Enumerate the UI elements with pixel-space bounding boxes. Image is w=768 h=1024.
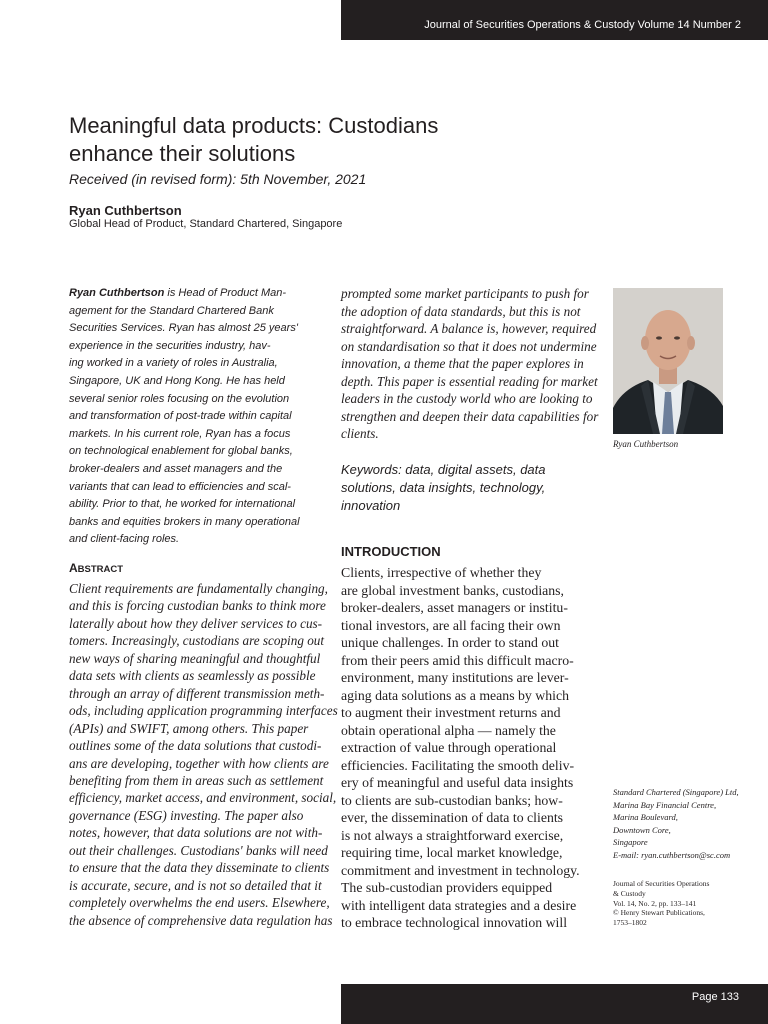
introduction-heading: INTRODUCTION bbox=[341, 544, 441, 559]
abstract-line: clients. bbox=[341, 426, 379, 441]
author-photo bbox=[613, 288, 723, 434]
journal-info bbox=[613, 879, 763, 928]
abstract-line: (APIs) and SWIFT, among others. This paper bbox=[69, 720, 309, 736]
abstract-line: depth. This paper is essential reading for market bbox=[341, 373, 598, 389]
article-title bbox=[69, 112, 589, 168]
journal-info-line: © Henry Stewart Publications, bbox=[613, 908, 705, 918]
author-portrait-illustration bbox=[613, 288, 723, 434]
abstract-line: governance (ESG) investing. The paper also bbox=[69, 807, 304, 823]
author-address bbox=[613, 786, 763, 861]
abstract-line: leaders in the custody world who are looking to bbox=[341, 391, 593, 406]
address-line: Singapore bbox=[613, 837, 648, 847]
address-line: Standard Chartered (Singapore) Ltd, bbox=[613, 787, 739, 797]
address-line: Marina Boulevard, bbox=[613, 812, 678, 822]
abstract-line: and this is forcing custodian banks to think more bbox=[69, 598, 326, 614]
abstract-line: benefiting from them in areas such as settlement bbox=[69, 772, 324, 788]
abstract-line: out their challenges. Custodians' banks will need bbox=[69, 842, 328, 858]
abstract-line: the adoption of data standards, but this is not bbox=[341, 303, 581, 319]
intro-line: requiring time, local market knowledge, bbox=[341, 845, 563, 860]
intro-line: extraction of value through operational bbox=[341, 740, 557, 755]
intro-line: is not always a straightforward exercise, bbox=[341, 827, 564, 843]
abstract-continued bbox=[341, 285, 599, 443]
abstract-line: on standardisation so that it does not undermine bbox=[341, 338, 597, 354]
intro-line: ever, the dissemination of data to clients bbox=[341, 810, 564, 825]
intro-line: from their peers amid this difficult macro- bbox=[341, 652, 574, 668]
bio-line: broker-dealers and asset managers and the bbox=[69, 462, 283, 475]
intro-line: with intelligent data strategies and a desire bbox=[341, 897, 577, 913]
intro-line: to embrace technological innovation will bbox=[341, 915, 568, 930]
keywords-line: innovation bbox=[341, 498, 401, 513]
intro-line: ery of meaningful and useful data insights bbox=[341, 775, 574, 790]
bio-line-text: is Head of Product Man- bbox=[164, 287, 287, 299]
bio-line: agement for the Standard Chartered Bank bbox=[69, 304, 274, 317]
bio-line: Singapore, UK and Hong Kong. He has held bbox=[69, 374, 285, 387]
abstract-line: to ensure that the data they disseminate to clients bbox=[69, 860, 330, 876]
bio-line: and client-facing roles. bbox=[69, 533, 180, 546]
article-title-line: Meaningful data products: Custodians bbox=[69, 113, 439, 138]
abstract-line: straightforward. A balance is, however, required bbox=[341, 321, 597, 336]
bio-name: Ryan Cuthbertson bbox=[69, 287, 165, 299]
bio-line: several senior roles focusing on the evolution bbox=[69, 392, 290, 405]
page-footer-bar bbox=[341, 984, 768, 1024]
bio-line bbox=[69, 285, 319, 303]
intro-line: obtain operational alpha — namely the bbox=[341, 722, 556, 738]
journal-header-bar bbox=[341, 0, 768, 40]
intro-line: tional investors, are all facing their own bbox=[341, 617, 561, 633]
journal-header-text: Journal of Securities Operations & Custody Volume 14 Number 2 bbox=[424, 19, 741, 31]
bio-line: banks and equities brokers in many operational bbox=[69, 515, 300, 528]
abstract-line: outlines some of the data solutions that custodi- bbox=[69, 738, 322, 754]
intro-line: aging data solutions as a means by which bbox=[341, 687, 569, 703]
intro-line: to augment their investment returns and bbox=[341, 705, 561, 720]
intro-line: efficiencies. Facilitating the smooth deliv- bbox=[341, 757, 575, 773]
keywords bbox=[341, 461, 593, 515]
bio-line: ability. Prior to that, he worked for international bbox=[69, 498, 296, 511]
bio-line: on technological enablement for global banks, bbox=[69, 445, 293, 458]
abstract-line: prompted some market participants to push for bbox=[341, 286, 589, 301]
intro-line: broker-dealers, asset managers or institu- bbox=[341, 600, 568, 615]
abstract-line: efficiency, market access, and environment, social, bbox=[69, 790, 337, 806]
abstract-line: through an array of different transmission meth- bbox=[69, 685, 325, 701]
intro-line: to clients are sub-custodian banks; how- bbox=[341, 792, 563, 808]
bio-line: markets. In his current role, Ryan has a focus bbox=[69, 427, 291, 440]
abstract-line: ans are developing, together with how clients are bbox=[69, 755, 329, 771]
photo-caption: Ryan Cuthbertson bbox=[613, 439, 679, 449]
address-line: Marina Bay Financial Centre, bbox=[613, 799, 717, 810]
abstract-line: the absence of comprehensive data regulation has bbox=[69, 912, 333, 928]
intro-line: unique challenges. In order to stand out bbox=[341, 635, 560, 650]
abstract-heading-rest: BSTRACT bbox=[77, 564, 124, 575]
abstract-line: laterally about how they deliver services to cus- bbox=[69, 615, 323, 631]
journal-info-line: Journal of Securities Operations bbox=[613, 879, 710, 888]
address-line: Downtown Core, bbox=[613, 824, 671, 835]
abstract-line: Client requirements are fundamentally changing, bbox=[69, 581, 328, 596]
received-date: Received (in revised form): 5th November, 2021 bbox=[69, 171, 367, 187]
intro-line: are global investment banks, custodians, bbox=[341, 582, 565, 598]
abstract-heading bbox=[69, 561, 123, 575]
keywords-line: solutions, data insights, technology, bbox=[341, 480, 546, 495]
journal-info-line: 1753–1802 bbox=[613, 918, 647, 928]
journal-info-line: Vol. 14, No. 2, pp. 133–141 bbox=[613, 898, 697, 908]
author-affiliation: Global Head of Product, Standard Chartered, Singapore bbox=[69, 218, 343, 230]
bio-line: experience in the securities industry, hav- bbox=[69, 339, 271, 352]
bio-line: ing worked in a variety of roles in Australia, bbox=[69, 357, 278, 370]
page-number: Page 133 bbox=[691, 991, 739, 1003]
abstract-body bbox=[69, 580, 338, 929]
abstract-line: innovation, a theme that the paper explores in bbox=[341, 356, 584, 371]
abstract-line: strengthen and deepen their data capabilities for bbox=[341, 408, 599, 424]
abstract-line: completely overwhelms the end users. Elsewhere, bbox=[69, 895, 330, 911]
email-line: E-mail: ryan.cuthbertson@sc.com bbox=[613, 849, 731, 860]
abstract-line: is accurate, secure, and is not so detailed that it bbox=[69, 877, 322, 893]
bio-line: and transformation of post-trade within capital bbox=[69, 410, 292, 423]
journal-info-line: & Custody bbox=[613, 888, 646, 898]
intro-line: environment, many institutions are lever- bbox=[341, 670, 569, 685]
abstract-heading-initial: A bbox=[69, 561, 78, 575]
abstract-line: ods, including application programming interfaces bbox=[69, 703, 338, 719]
bio-line: variants that can lead to efficiencies and scal- bbox=[69, 480, 291, 493]
article-title-line: enhance their solutions bbox=[69, 141, 296, 166]
abstract-line: notes, however, that data solutions are not with- bbox=[69, 825, 323, 841]
introduction-body bbox=[341, 564, 593, 932]
abstract-line: tomers. Increasingly, custodians are scoping out bbox=[69, 633, 325, 649]
intro-line: The sub-custodian providers equipped bbox=[341, 880, 553, 895]
keywords-line: Keywords: data, digital assets, data bbox=[341, 462, 546, 477]
bio-line: Securities Services. Ryan has almost 25 years' bbox=[69, 322, 298, 335]
abstract-line: data sets with clients as seamlessly as possible bbox=[69, 668, 316, 684]
abstract-line: new ways of sharing meaningful and thoughtful bbox=[69, 650, 321, 666]
intro-line: Clients, irrespective of whether they bbox=[341, 565, 542, 580]
author-bio bbox=[69, 285, 319, 549]
intro-line: commitment and investment in technology. bbox=[341, 862, 580, 878]
author-name: Ryan Cuthbertson bbox=[69, 203, 182, 218]
